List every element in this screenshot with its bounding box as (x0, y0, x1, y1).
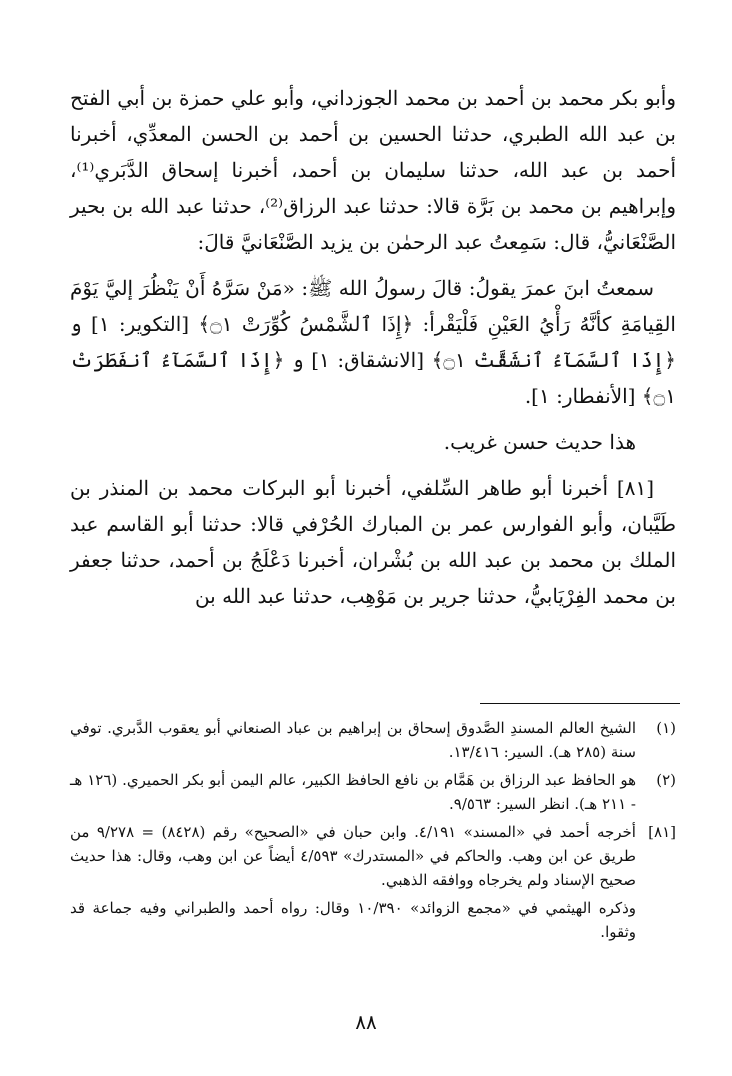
paragraph-grading: هذا حديث حسن غريب. (443, 430, 636, 454)
footnote-text: هو الحافظ عبد الرزاق بن هَمَّام بن نافع الحافظ الكبير، عالم اليمن أبو بكر الحميري. (١٢٦ هـ - ٢١١ هـ). انظر السير: ٩/٥٦٣. (70, 771, 637, 813)
footnote-marker: (٢) (656, 771, 676, 789)
footnotes (70, 716, 676, 944)
page-number: ٨٨ (355, 1010, 377, 1034)
footnote-marker: [٨١] (648, 823, 676, 841)
paragraph-hadith-81: [٨١] أخبرنا أبو طاهر السِّلفي، أخبرنا أبو البركات محمد بن المنذر بن طَيَّبان، وأبو الفوارس عمر بن المبارك الحُرْفي قالا: حدثنا أبو القاسم عبد الملك بن محمد بن عبد الله بن بُشْران، أخبرنا دَعْلَجُ بن أحمد، حدثنا جعفر بن محمد الفِرْيَابيُّ، حدثنا جرير بن مَوْهِب، حدثنا عبد الله بن (70, 476, 676, 608)
footnote-text: أخرجه أحمد في «المسند» ٤/١٩١. وابن حبان في «الصحيح» رقم (٨٤٢٨) = ٩/٢٧٨ من طريق عن ابن وهب. والحاكم في «المستدرك» ٤/٥٩٣ أيضاً عن ابن وهب، وقال: هذا حديث صحيح الإسناد ولم يخرجاه ووافقه الذهبي. (70, 823, 636, 889)
footnote-text: الشيخ العالم المسندِ الصَّدوق إسحاق بن إبراهيم بن عباد الصنعاني أبو يعقوب الدَّبري. توفي سنة (٢٨٥ هـ). السير: ١٣/٤١٦. (70, 719, 636, 761)
paragraph-hadith: سمعتُ ابنَ عمرَ يقولُ: قالَ رسولُ الله ﷺ: «مَنْ سَرَّهُ أَنْ يَنْظُرَ إليَّ يَوْمَ القِيامَةِ كأنَّهُ رَأْيُ العَيْنِ فَلْيَقْرأ: ﴿إِذَا ٱلشَّمْسُ كُوِّرَتْ ۝١﴾ [التكوير: ١] و ﴿إِذَا ٱلسَّمَآءُ ٱنشَقَّتْ ۝١﴾ [الانشقاق: ١] و ﴿إِذَا ٱلسَّمَآءُ ٱنفَطَرَتْ ۝١﴾ [الأنفطار: ١]. (70, 276, 677, 408)
footnote (70, 820, 676, 892)
footnote-marker: (١) (656, 719, 676, 737)
footnote (70, 768, 676, 816)
paragraph-isnad: وأبو بكر محمد بن أحمد بن محمد الجوزداني، وأبو علي حمزة بن أبي الفتح بن عبد الله الطبري، حدثنا الحسين بن أحمد بن الحسن المعدِّي، أخبرنا أحمد بن عبد الله، حدثنا سليمان بن أحمد، أخبرنا إسحاق الدَّبَري⁽¹⁾، وإبراهيم بن محمد بن بَرَّة قالا: حدثنا عبد الرزاق⁽²⁾، حدثنا عبد الله بن بحير الصَّنْعَانيُّ، قال: سَمِعتُ عبد الرحمٰن بن يزيد الصَّنْعَانيَّ قالَ: (70, 86, 676, 254)
footnote-divider (480, 703, 680, 704)
main-text (70, 80, 676, 624)
footnote (70, 716, 676, 764)
footnote-continuation: وذكره الهيثمي في «مجمع الزوائد» ١٠/٣٩٠ وقال: رواه أحمد والطبراني وفيه جماعة قد وثقوا. (70, 899, 637, 941)
